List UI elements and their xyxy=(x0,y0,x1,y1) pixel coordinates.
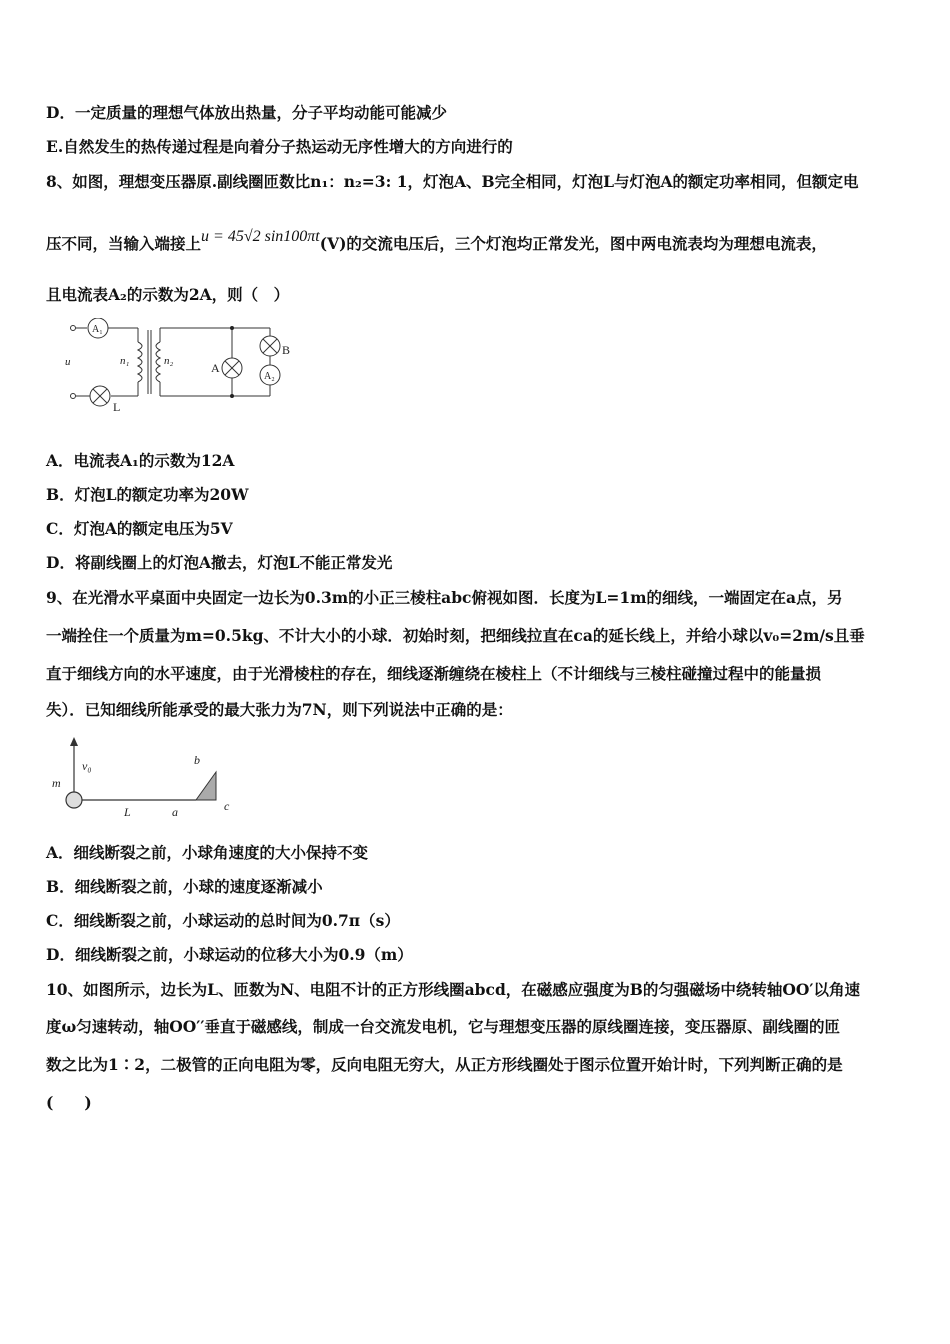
v0-label: v₀ xyxy=(82,759,92,773)
ammeter-a2-label: A₂ xyxy=(264,371,275,382)
input-terminal-bottom xyxy=(71,394,76,399)
secondary-coil-icon xyxy=(156,342,160,382)
lamp-b-label: B xyxy=(282,343,291,357)
q8-stem-line3: 且电流表A₂的示数为2A，则（ ） xyxy=(46,285,290,304)
triangular-prism-icon xyxy=(196,772,216,800)
q8-stem-line2-post: (V)的交流电压后，三个灯泡均正常发光，图中两电流表均为理想电流表， xyxy=(319,234,827,253)
length-label: L xyxy=(124,805,131,819)
q9-prism-figure xyxy=(48,732,243,822)
q8-stem-line1: 8、如图，理想变压器原.副线圈匝数比n₁：n₂=3: 1，灯泡A、B完全相同，灯泡L与灯泡A的额定功率相同，但额定电 xyxy=(46,172,859,191)
ball-icon xyxy=(66,792,82,808)
q9-stem-line2: 一端拴住一个质量为m=0.5kg、不计大小的小球．初始时刻，把细线拉直在ca的延长线上，并给小球以v₀=2m/s且垂 xyxy=(46,626,865,645)
q8-voltage-formula: u = 45√2 sin100πt xyxy=(201,228,320,245)
q9-option-a: A．细线断裂之前，小球角速度的大小保持不变 xyxy=(46,843,369,862)
junction-dot-top xyxy=(230,326,234,330)
q8-transformer-circuit-figure xyxy=(60,318,305,413)
q7-option-e: E.自然发生的热传递过程是向着分子热运动无序性增大的方向进行的 xyxy=(46,137,513,156)
primary-coil-icon xyxy=(138,342,142,382)
q8-option-b: B．灯泡L的额定功率为20W xyxy=(46,485,249,504)
q10-stem-line3: 数之比为1∶2，二极管的正向电阻为零，反向电阻无穷大，从正方形线圈处于图示位置开始计时，下列判断正确的是 xyxy=(46,1055,843,1074)
q8-option-a: A．电流表A₁的示数为12A xyxy=(46,451,235,470)
mass-label: m xyxy=(52,776,61,790)
input-voltage-label: u xyxy=(65,356,71,368)
q9-option-c: C．细线断裂之前，小球运动的总时间为0.7π（s） xyxy=(46,911,400,930)
q9-stem-line1: 9、在光滑水平桌面中央固定一边长为0.3m的小正三棱柱abc俯视如图．长度为L=1m的细线，一端固定在a点，另 xyxy=(46,588,843,607)
q9-stem-line4: 失）．已知细线所能承受的最大张力为7N，则下列说法中正确的是： xyxy=(46,700,513,719)
q8-option-d: D．将副线圈上的灯泡A撤去，灯泡L不能正常发光 xyxy=(46,553,393,572)
input-terminal-top xyxy=(71,326,76,331)
primary-turns-label: n₁ xyxy=(120,355,130,367)
lamp-l-label: L xyxy=(113,400,121,413)
junction-dot-bottom xyxy=(230,394,234,398)
q8-option-c: C．灯泡A的额定电压为5V xyxy=(46,519,233,538)
q9-option-d: D．细线断裂之前，小球运动的位移大小为0.9（m） xyxy=(46,945,413,964)
q10-stem-line4: ( ) xyxy=(46,1093,92,1112)
q10-stem-line1: 10、如图所示，边长为L、匝数为N、电阻不计的正方形线圈abcd，在磁感应强度为B的匀强磁场中绕转轴OO′以角速 xyxy=(46,980,860,999)
point-c-label: c xyxy=(224,799,230,813)
q9-option-b: B．细线断裂之前，小球的速度逐渐减小 xyxy=(46,877,323,896)
point-a-label: a xyxy=(172,805,178,819)
q7-option-d: D．一定质量的理想气体放出热量，分子平均动能可能减少 xyxy=(46,103,447,122)
velocity-arrow-icon xyxy=(70,737,78,746)
q8-stem-line2 xyxy=(46,228,827,255)
lamp-a-label: A xyxy=(211,361,220,375)
q9-stem-line3: 直于细线方向的水平速度，由于光滑棱柱的存在，细线逐渐缠绕在棱柱上（不计细线与三棱柱碰撞过程中的能量损 xyxy=(46,664,822,683)
q10-stem-line2: 度ω匀速转动，轴OO′′垂直于磁感线，制成一台交流发电机，它与理想变压器的原线圈连接，变压器原、副线圈的匝 xyxy=(46,1017,840,1036)
q8-stem-line2-pre: 压不同，当输入端接上 xyxy=(46,234,202,253)
ammeter-a1-label: A₁ xyxy=(92,324,103,335)
secondary-turns-label: n₂ xyxy=(164,355,174,367)
point-b-label: b xyxy=(194,753,200,767)
